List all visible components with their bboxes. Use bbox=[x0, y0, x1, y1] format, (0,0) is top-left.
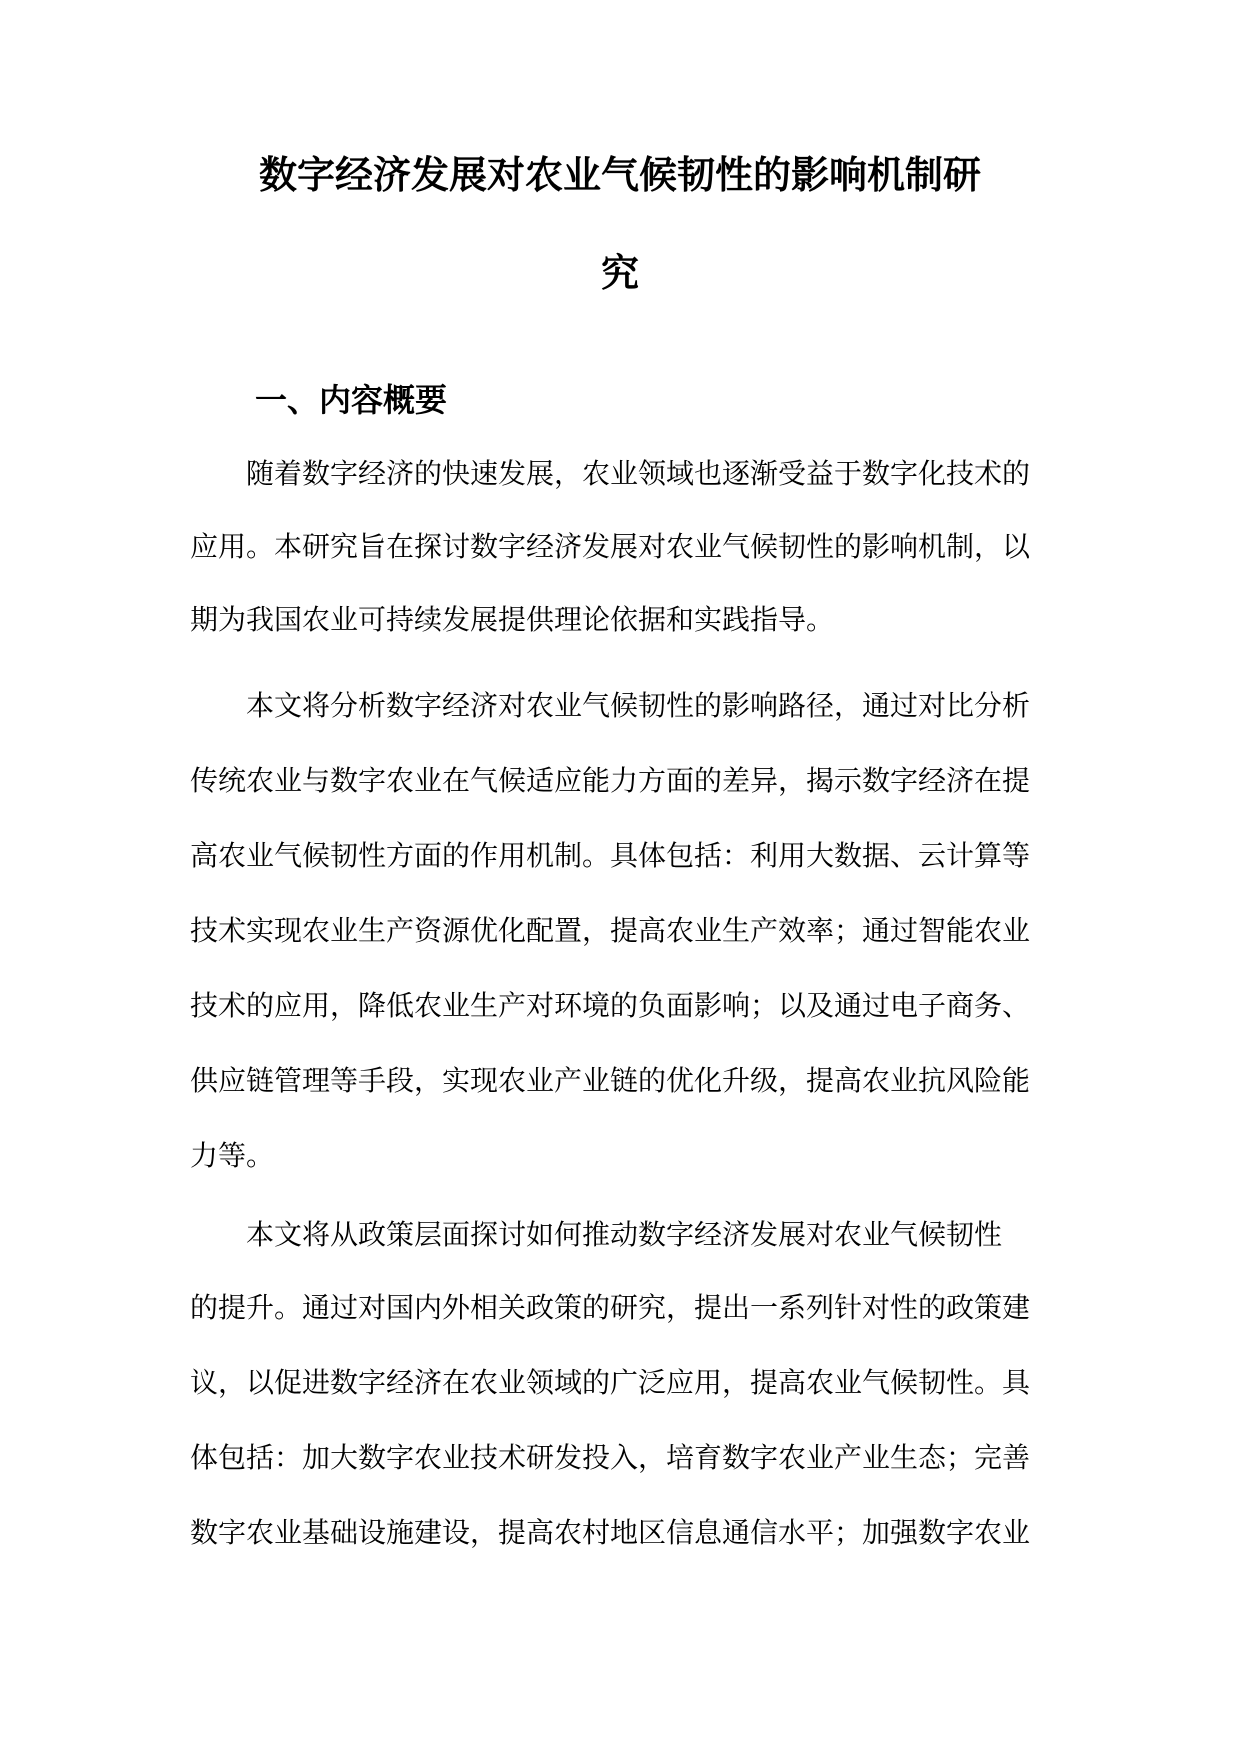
paragraph-2-line-4: 技术实现农业生产资源优化配置，提高农业生产效率；通过智能农业 bbox=[190, 914, 1031, 947]
paragraph-2-line-6: 供应链管理等手段，实现农业产业链的优化升级，提高农业抗风险能 bbox=[190, 1064, 1031, 1097]
paragraph-2-line-2: 传统农业与数字农业在气候适应能力方面的差异，揭示数字经济在提 bbox=[190, 764, 1031, 797]
paragraph-3-line-3: 议，以促进数字经济在农业领域的广泛应用，提高农业气候韧性。具 bbox=[190, 1366, 1031, 1399]
paragraph-2-line-5: 技术的应用，降低农业生产对环境的负面影响；以及通过电子商务、 bbox=[190, 989, 1031, 1022]
paragraph-2-line-3: 高农业气候韧性方面的作用机制。具体包括：利用大数据、云计算等 bbox=[190, 839, 1031, 872]
paragraph-3-line-4: 体包括：加大数字农业技术研发投入，培育数字农业产业生态；完善 bbox=[190, 1441, 1031, 1474]
paragraph-2-line-1: 本文将分析数字经济对农业气候韧性的影响路径，通过对比分析 bbox=[246, 689, 1031, 722]
section-heading: 一、内容概要 bbox=[255, 381, 448, 419]
paragraph-1-line-1: 随着数字经济的快速发展，农业领域也逐渐受益于数字化技术的 bbox=[246, 457, 1031, 490]
paragraph-3-line-5: 数字农业基础设施建设，提高农村地区信息通信水平；加强数字农业 bbox=[190, 1516, 1031, 1549]
paragraph-2-line-7: 力等。 bbox=[190, 1139, 275, 1172]
document-title-line-1: 数字经济发展对农业气候韧性的影响机制研 bbox=[258, 153, 981, 197]
paragraph-3-line-2: 的提升。通过对国内外相关政策的研究，提出一系列针对性的政策建 bbox=[190, 1291, 1031, 1324]
document-title-line-2: 究 bbox=[600, 251, 639, 295]
paragraph-1-line-3: 期为我国农业可持续发展提供理论依据和实践指导。 bbox=[190, 603, 835, 636]
paragraph-3-line-1: 本文将从政策层面探讨如何推动数字经济发展对农业气候韧性 bbox=[246, 1218, 1003, 1251]
paragraph-1-line-2: 应用。本研究旨在探讨数字经济发展对农业气候韧性的影响机制，以 bbox=[190, 530, 1031, 563]
